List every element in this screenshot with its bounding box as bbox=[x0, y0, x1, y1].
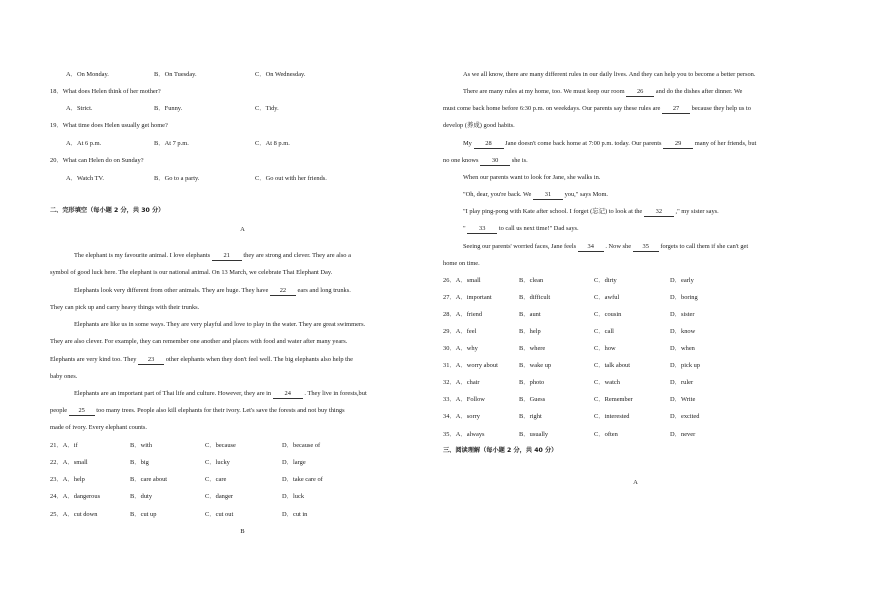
q20-option-c[interactable]: C．Go out with her friends. bbox=[255, 175, 327, 182]
choice-22-a[interactable]: 22．A．small bbox=[50, 459, 88, 466]
passage-line: Elephants are an important part of Thai life and culture. However, they are in 24 . They live in forests,but bbox=[74, 390, 367, 397]
choice-27-b[interactable]: B．difficult bbox=[519, 294, 551, 301]
choice-29-d[interactable]: D．know bbox=[670, 328, 696, 335]
choice-32-b[interactable]: B．photo bbox=[519, 379, 545, 386]
passage-line: "I play ping-pong with Kate after school. I forget (忘记) to look at the 32 ," my sister says. bbox=[463, 208, 719, 215]
passage-line: must come back home before 6:30 p.m. on weekdays. Our parents say these rules are 27 because they help us to bbox=[443, 105, 751, 112]
passage-line: baby ones. bbox=[50, 373, 78, 380]
blank-29[interactable]: 29 bbox=[663, 139, 693, 149]
passage-line: home on time. bbox=[443, 260, 480, 267]
q17-option-a[interactable]: A．On Monday. bbox=[66, 71, 109, 78]
q19-stem: 19．What time does Helen usually get home? bbox=[50, 122, 168, 129]
passage-line: made of ivory. Every elephant counts. bbox=[50, 424, 148, 431]
choice-22-d[interactable]: D．large bbox=[282, 459, 306, 466]
passage-line: Elephants are very kind too. They 23 other elephants when they don't feel well. The big elephants also help the bbox=[50, 356, 353, 363]
choice-22-c[interactable]: C．lucky bbox=[205, 459, 230, 466]
blank-33[interactable]: 33 bbox=[467, 224, 497, 234]
choice-28-c[interactable]: C．cousin bbox=[594, 311, 622, 318]
choice-24-c[interactable]: C．danger bbox=[205, 493, 234, 500]
passage-line: people 25 too many trees. People also kill elephants for their ivory. Let's save the forests and not buy things bbox=[50, 407, 345, 414]
passage-line: They are also clever. For example, they can remember one another and places with food and water after many years. bbox=[50, 338, 348, 345]
passage-line: " 33 to call us next time!" Dad says. bbox=[463, 225, 579, 232]
choice-21-b[interactable]: B．with bbox=[130, 442, 153, 449]
choice-33-c[interactable]: C．Remember bbox=[594, 396, 633, 403]
passage-a-label: A bbox=[240, 226, 245, 233]
choice-25-b[interactable]: B．cut up bbox=[130, 511, 157, 518]
blank-22[interactable]: 22 bbox=[270, 286, 296, 296]
choice-34-a[interactable]: 34．A．sorry bbox=[443, 413, 480, 420]
choice-23-b[interactable]: B．care about bbox=[130, 476, 168, 483]
choice-29-c[interactable]: C．call bbox=[594, 328, 614, 335]
choice-33-d[interactable]: D．Write bbox=[670, 396, 696, 403]
passage-line: They can pick up and carry heavy things with their trunks. bbox=[50, 304, 200, 311]
q18-stem: 18．What does Helen think of her mother? bbox=[50, 88, 161, 95]
choice-34-b[interactable]: B．right bbox=[519, 413, 542, 420]
choice-22-b[interactable]: B．big bbox=[130, 459, 149, 466]
blank-21[interactable]: 21 bbox=[212, 251, 242, 261]
choice-29-a[interactable]: 29．A．feel bbox=[443, 328, 477, 335]
passage-line: symbol of good luck here. The elephant is our national animal. On 13 March, we celebrate Thai Elephant Day. bbox=[50, 269, 333, 276]
choice-35-c[interactable]: C．often bbox=[594, 431, 618, 438]
choice-24-b[interactable]: B．duty bbox=[130, 493, 153, 500]
choice-21-a[interactable]: 21．A．if bbox=[50, 442, 78, 449]
choice-26-c[interactable]: C．dirty bbox=[594, 277, 617, 284]
choice-27-d[interactable]: D．boring bbox=[670, 294, 698, 301]
blank-32[interactable]: 32 bbox=[644, 207, 674, 217]
passage-line: Elephants are like us in some ways. They are very playful and love to play in the water. They are great swimmers. bbox=[74, 321, 366, 328]
choice-31-b[interactable]: B．wake up bbox=[519, 362, 552, 369]
choice-30-d[interactable]: D．when bbox=[670, 345, 695, 352]
choice-21-c[interactable]: C．because bbox=[205, 442, 236, 449]
q19-option-b[interactable]: B．At 7 p.m. bbox=[154, 140, 189, 147]
blank-34[interactable]: 34 bbox=[578, 242, 604, 252]
choice-28-a[interactable]: 28．A．friend bbox=[443, 311, 483, 318]
choice-21-d[interactable]: D．because of bbox=[282, 442, 321, 449]
choice-27-c[interactable]: C．awful bbox=[594, 294, 620, 301]
passage-line: Elephants look very different from other animals. They are huge. They have 22 ears and long trunks. bbox=[74, 287, 351, 294]
choice-33-a[interactable]: 33．A．Follow bbox=[443, 396, 485, 403]
choice-27-a[interactable]: 27．A．important bbox=[443, 294, 492, 301]
choice-26-b[interactable]: B．clean bbox=[519, 277, 544, 284]
choice-31-a[interactable]: 31．A．worry about bbox=[443, 362, 498, 369]
passage-line: develop (养成) good habits. bbox=[443, 122, 515, 129]
passage-line: "Oh, dear, you're back. We 31 you," says Mom. bbox=[463, 191, 609, 198]
blank-27[interactable]: 27 bbox=[662, 104, 690, 114]
choice-35-b[interactable]: B．usually bbox=[519, 431, 549, 438]
choice-32-d[interactable]: D．ruler bbox=[670, 379, 694, 386]
blank-28[interactable]: 28 bbox=[474, 139, 504, 149]
choice-26-a[interactable]: 26．A．small bbox=[443, 277, 481, 284]
passage-line: As we all know, there are many different rules in our daily lives. And they can help you to become a better person. bbox=[463, 71, 756, 78]
choice-24-a[interactable]: 24．A．dangerous bbox=[50, 493, 101, 500]
section-3-title: 三、阅读理解（每小题 2 分，共 40 分） bbox=[443, 447, 558, 454]
passage-line: The elephant is my favourite animal. I love elephants 21 they are strong and clever. They are also a bbox=[74, 252, 351, 259]
choice-35-a[interactable]: 35．A．always bbox=[443, 431, 485, 438]
choice-33-b[interactable]: B．Guess bbox=[519, 396, 546, 403]
choice-26-d[interactable]: D．early bbox=[670, 277, 694, 284]
q19-option-c[interactable]: C．At 8 p.m. bbox=[255, 140, 290, 147]
q20-option-b[interactable]: B．Go to a party. bbox=[154, 175, 200, 182]
choice-34-d[interactable]: D．excited bbox=[670, 413, 700, 420]
choice-23-a[interactable]: 23．A．help bbox=[50, 476, 85, 483]
choice-34-c[interactable]: C．interested bbox=[594, 413, 630, 420]
choice-23-c[interactable]: C．care bbox=[205, 476, 227, 483]
passage-line: Seeing our parents' worried faces, Jane feels 34 . Now she 35 forgets to call them if she can't get bbox=[463, 243, 749, 250]
blank-35[interactable]: 35 bbox=[633, 242, 659, 252]
blank-23[interactable]: 23 bbox=[138, 355, 164, 365]
q20-option-a[interactable]: A．Watch TV. bbox=[66, 175, 104, 182]
section-2-title: 二、完形填空（每小题 2 分，共 30 分） bbox=[50, 207, 165, 214]
passage-line: My 28 Jane doesn't come back home at 7:00 p.m. today. Our parents 29 many of her friends, but bbox=[463, 140, 757, 147]
choice-29-b[interactable]: B．help bbox=[519, 328, 541, 335]
choice-30-b[interactable]: B．where bbox=[519, 345, 546, 352]
blank-24[interactable]: 24 bbox=[273, 389, 303, 399]
choice-32-a[interactable]: 32．A．chair bbox=[443, 379, 480, 386]
q17-option-c[interactable]: C．On Wednesday. bbox=[255, 71, 306, 78]
choice-28-d[interactable]: D．sister bbox=[670, 311, 695, 318]
q17-option-b[interactable]: B．On Tuesday. bbox=[154, 71, 197, 78]
blank-25[interactable]: 25 bbox=[69, 406, 95, 416]
passage-b-label: B bbox=[240, 528, 245, 535]
choice-24-d[interactable]: D．luck bbox=[282, 493, 305, 500]
choice-28-b[interactable]: B．aunt bbox=[519, 311, 541, 318]
blank-31[interactable]: 31 bbox=[533, 190, 563, 200]
choice-32-c[interactable]: C．watch bbox=[594, 379, 620, 386]
choice-23-d[interactable]: D．take care of bbox=[282, 476, 323, 483]
choice-25-a[interactable]: 25．A．cut down bbox=[50, 511, 98, 518]
q18-option-c[interactable]: C．Tidy. bbox=[255, 105, 279, 112]
passage-line: When our parents want to look for Jane, she walks in. bbox=[463, 174, 601, 181]
blank-26[interactable]: 26 bbox=[626, 87, 654, 97]
q19-option-a[interactable]: A．At 6 p.m. bbox=[66, 140, 102, 147]
choice-31-c[interactable]: C．talk about bbox=[594, 362, 631, 369]
passage-line: There are many rules at my home, too. We must keep our room 26 and do the dishes after dinner. We bbox=[463, 88, 743, 95]
passage-line: no one knows 30 she is. bbox=[443, 157, 528, 164]
q18-option-a[interactable]: A．Strict. bbox=[66, 105, 93, 112]
blank-30[interactable]: 30 bbox=[480, 156, 510, 166]
choice-31-d[interactable]: D．pick up bbox=[670, 362, 700, 369]
q18-option-b[interactable]: B．Funny. bbox=[154, 105, 183, 112]
choice-25-c[interactable]: C．cut out bbox=[205, 511, 234, 518]
choice-35-d[interactable]: D．never bbox=[670, 431, 696, 438]
choice-25-d[interactable]: D．cut in bbox=[282, 511, 308, 518]
choice-30-c[interactable]: C．how bbox=[594, 345, 616, 352]
passage-a-label: A bbox=[633, 479, 638, 486]
q20-stem: 20．What can Helen do on Sunday? bbox=[50, 157, 144, 164]
choice-30-a[interactable]: 30．A．why bbox=[443, 345, 478, 352]
